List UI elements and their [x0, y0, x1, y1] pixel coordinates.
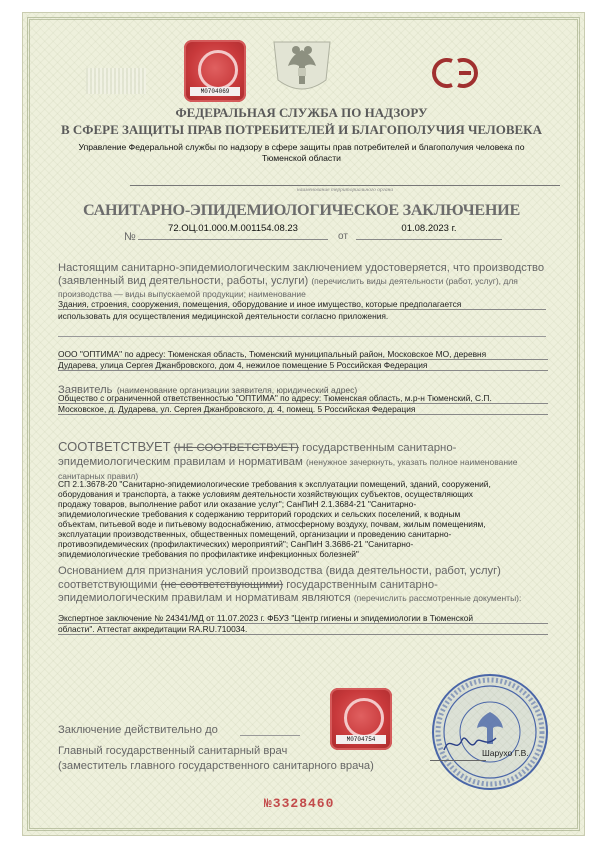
applicant-hint: (наименование организации заявителя, юридический адрес) — [116, 385, 358, 395]
rules-line-2: оборудования и транспорта, а также условиям деятельности хозяйствующих субъектов, осуществляющих — [58, 489, 473, 499]
hologram-ring-icon — [198, 50, 238, 90]
rules-line-7: противоэпидемических (профилактических) мероприятий"; СанПиН 3.3686-21 "Санитарно- — [58, 539, 414, 549]
expert-line-1: Экспертное заключение № 24341/МД от 11.07.2023 г. ФБУЗ "Центр гигиены и эпидемиологии в Тюменской — [58, 613, 548, 624]
document-title: САНИТАРНО-ЭПИДЕМИОЛОГИЧЕСКОЕ ЗАКЛЮЧЕНИЕ — [83, 201, 520, 219]
rules-line-8: эпидемиологические требования по профилактике инфекционных болезней" — [58, 549, 359, 559]
rules-line-5: объектам, питьевой воде и питьевому водоснабжению, атмосферному воздуху, почвам, жилым помещениям, — [58, 519, 486, 529]
intro-hint: (перечислить виды деятельности (работ, услуг), для производства — виды выпускаемой продукции; наименование — [58, 276, 518, 299]
authority-underline — [130, 185, 560, 186]
hologram-stamp-bottom — [330, 688, 392, 750]
guilloche-pattern — [86, 68, 146, 94]
valid-until-label: Заключение действительно до — [58, 724, 218, 736]
complies-hint: (ненужное зачеркнуть, указать полное наименование санитарных правил) — [58, 457, 518, 481]
agency-line-2: В СФЕРЕ ЗАЩИТЫ ПРАВ ПОТРЕБИТЕЛЕЙ И БЛАГОПОЛУЧИЯ ЧЕЛОВЕКА — [61, 122, 542, 137]
doctor-line-1: Главный государственный санитарный врач — [58, 745, 288, 757]
document-number: 72.ОЦ.01.000.М.001154.08.23 — [168, 223, 298, 234]
coat-of-arms-emblem — [266, 32, 338, 102]
authority-caption: наименование территориального органа — [296, 187, 394, 193]
department-line-2: Тюменской области — [262, 153, 341, 163]
address-line-2: Дударева, улица Сергея Джанбровского, дом 4, нежилое помещение 5 Российская Федерация — [58, 360, 548, 371]
complies-text: СООТВЕТСТВУЕТ — [58, 439, 171, 454]
rules-line-1: СП 2.1.3678-20 "Санитарно-эпидемиологические требования к эксплуатации помещений, зданий, сооружений, — [58, 479, 491, 489]
not-complies-text: (НЕ СООТВЕТСТВУЕТ) — [173, 442, 299, 454]
doctor-line-2: (заместитель главного государственного санитарного врача) — [58, 760, 374, 772]
number-label: № — [124, 231, 136, 243]
expert-line-2: области". Аттестат аккредитации RA.RU.710034. — [58, 624, 548, 635]
intro-text: Настоящим санитарно-эпидемиологическим заключением удостоверяется, что производство (заявленный вид деятельности, работы, услуги) — [58, 262, 545, 287]
basis-hint: (перечислить рассмотренные документы): — [353, 593, 522, 603]
basis-rest: государственным санитарно-эпидемиологическим правилам и нормативам являются — [58, 578, 438, 604]
hologram-stamp-top — [184, 40, 246, 102]
document-date: 01.08.2023 г. — [401, 223, 457, 234]
se-mark-icon — [428, 56, 482, 90]
valid-until-line — [240, 735, 300, 736]
applicant-line-1: Общество с ограниченной ответственностью "ОПТИМА" по адресу: Тюменская область, м.р-н Тюменский, С.П. — [58, 393, 548, 404]
complies-rest: государственным санитарно-эпидемиологическим правилам и нормативам — [58, 442, 457, 468]
rules-line-3: продажу товаров, выполнение работ или оказание услуг"; СанПиН 2.1.3684-21 "Санитарно- — [58, 499, 417, 509]
applicant-label: Заявитель — [58, 384, 113, 396]
date-label: от — [338, 231, 348, 242]
department-line-1: Управление Федеральной службы по надзору в сфере защиты прав потребителей и благополучия человека по — [78, 142, 525, 152]
agency-line-1: ФЕДЕРАЛЬНАЯ СЛУЖБА ПО НАДЗОРУ — [175, 105, 428, 120]
signature-name: Шарухо Г.В. — [482, 748, 529, 758]
applicant-line-2: Московское, д. Дударева, ул. Сергея Джанбровского, д. 4, помещ. 5 Российская Федерация — [58, 404, 548, 415]
activity-line-1: Здания, строения, сооружения, помещения, оборудование и иное имущество, которые предполагается — [58, 299, 462, 309]
rules-line-4: эпидемиологические требования к содержанию территорий городских и сельских поселений, к водным — [58, 509, 461, 519]
address-line-1: ООО "ОПТИМА" по адресу: Тюменская область, Тюменский муниципальный район, Московское МО, деревня — [58, 349, 548, 360]
rules-line-6: эксплуатации производственных, общественных помещений, организации и проведению санитарно- — [58, 529, 452, 539]
basis-text: Основанием для признания условий производства (вида деятельности, работ, услуг) соответствующими — [58, 565, 501, 591]
blank-line — [58, 336, 546, 337]
hologram-ring-icon — [344, 698, 384, 738]
activity-line-2: использовать для осуществления медицинской деятельности согласно приложения. — [58, 311, 389, 321]
hologram-number: М0704754 — [336, 735, 386, 744]
form-number: №3328460 — [264, 796, 335, 811]
basis-strike: (не соответствующими) — [160, 578, 284, 591]
signature-scribble — [440, 728, 500, 758]
hologram-number: М0704069 — [190, 87, 240, 96]
signature-line — [430, 760, 486, 761]
